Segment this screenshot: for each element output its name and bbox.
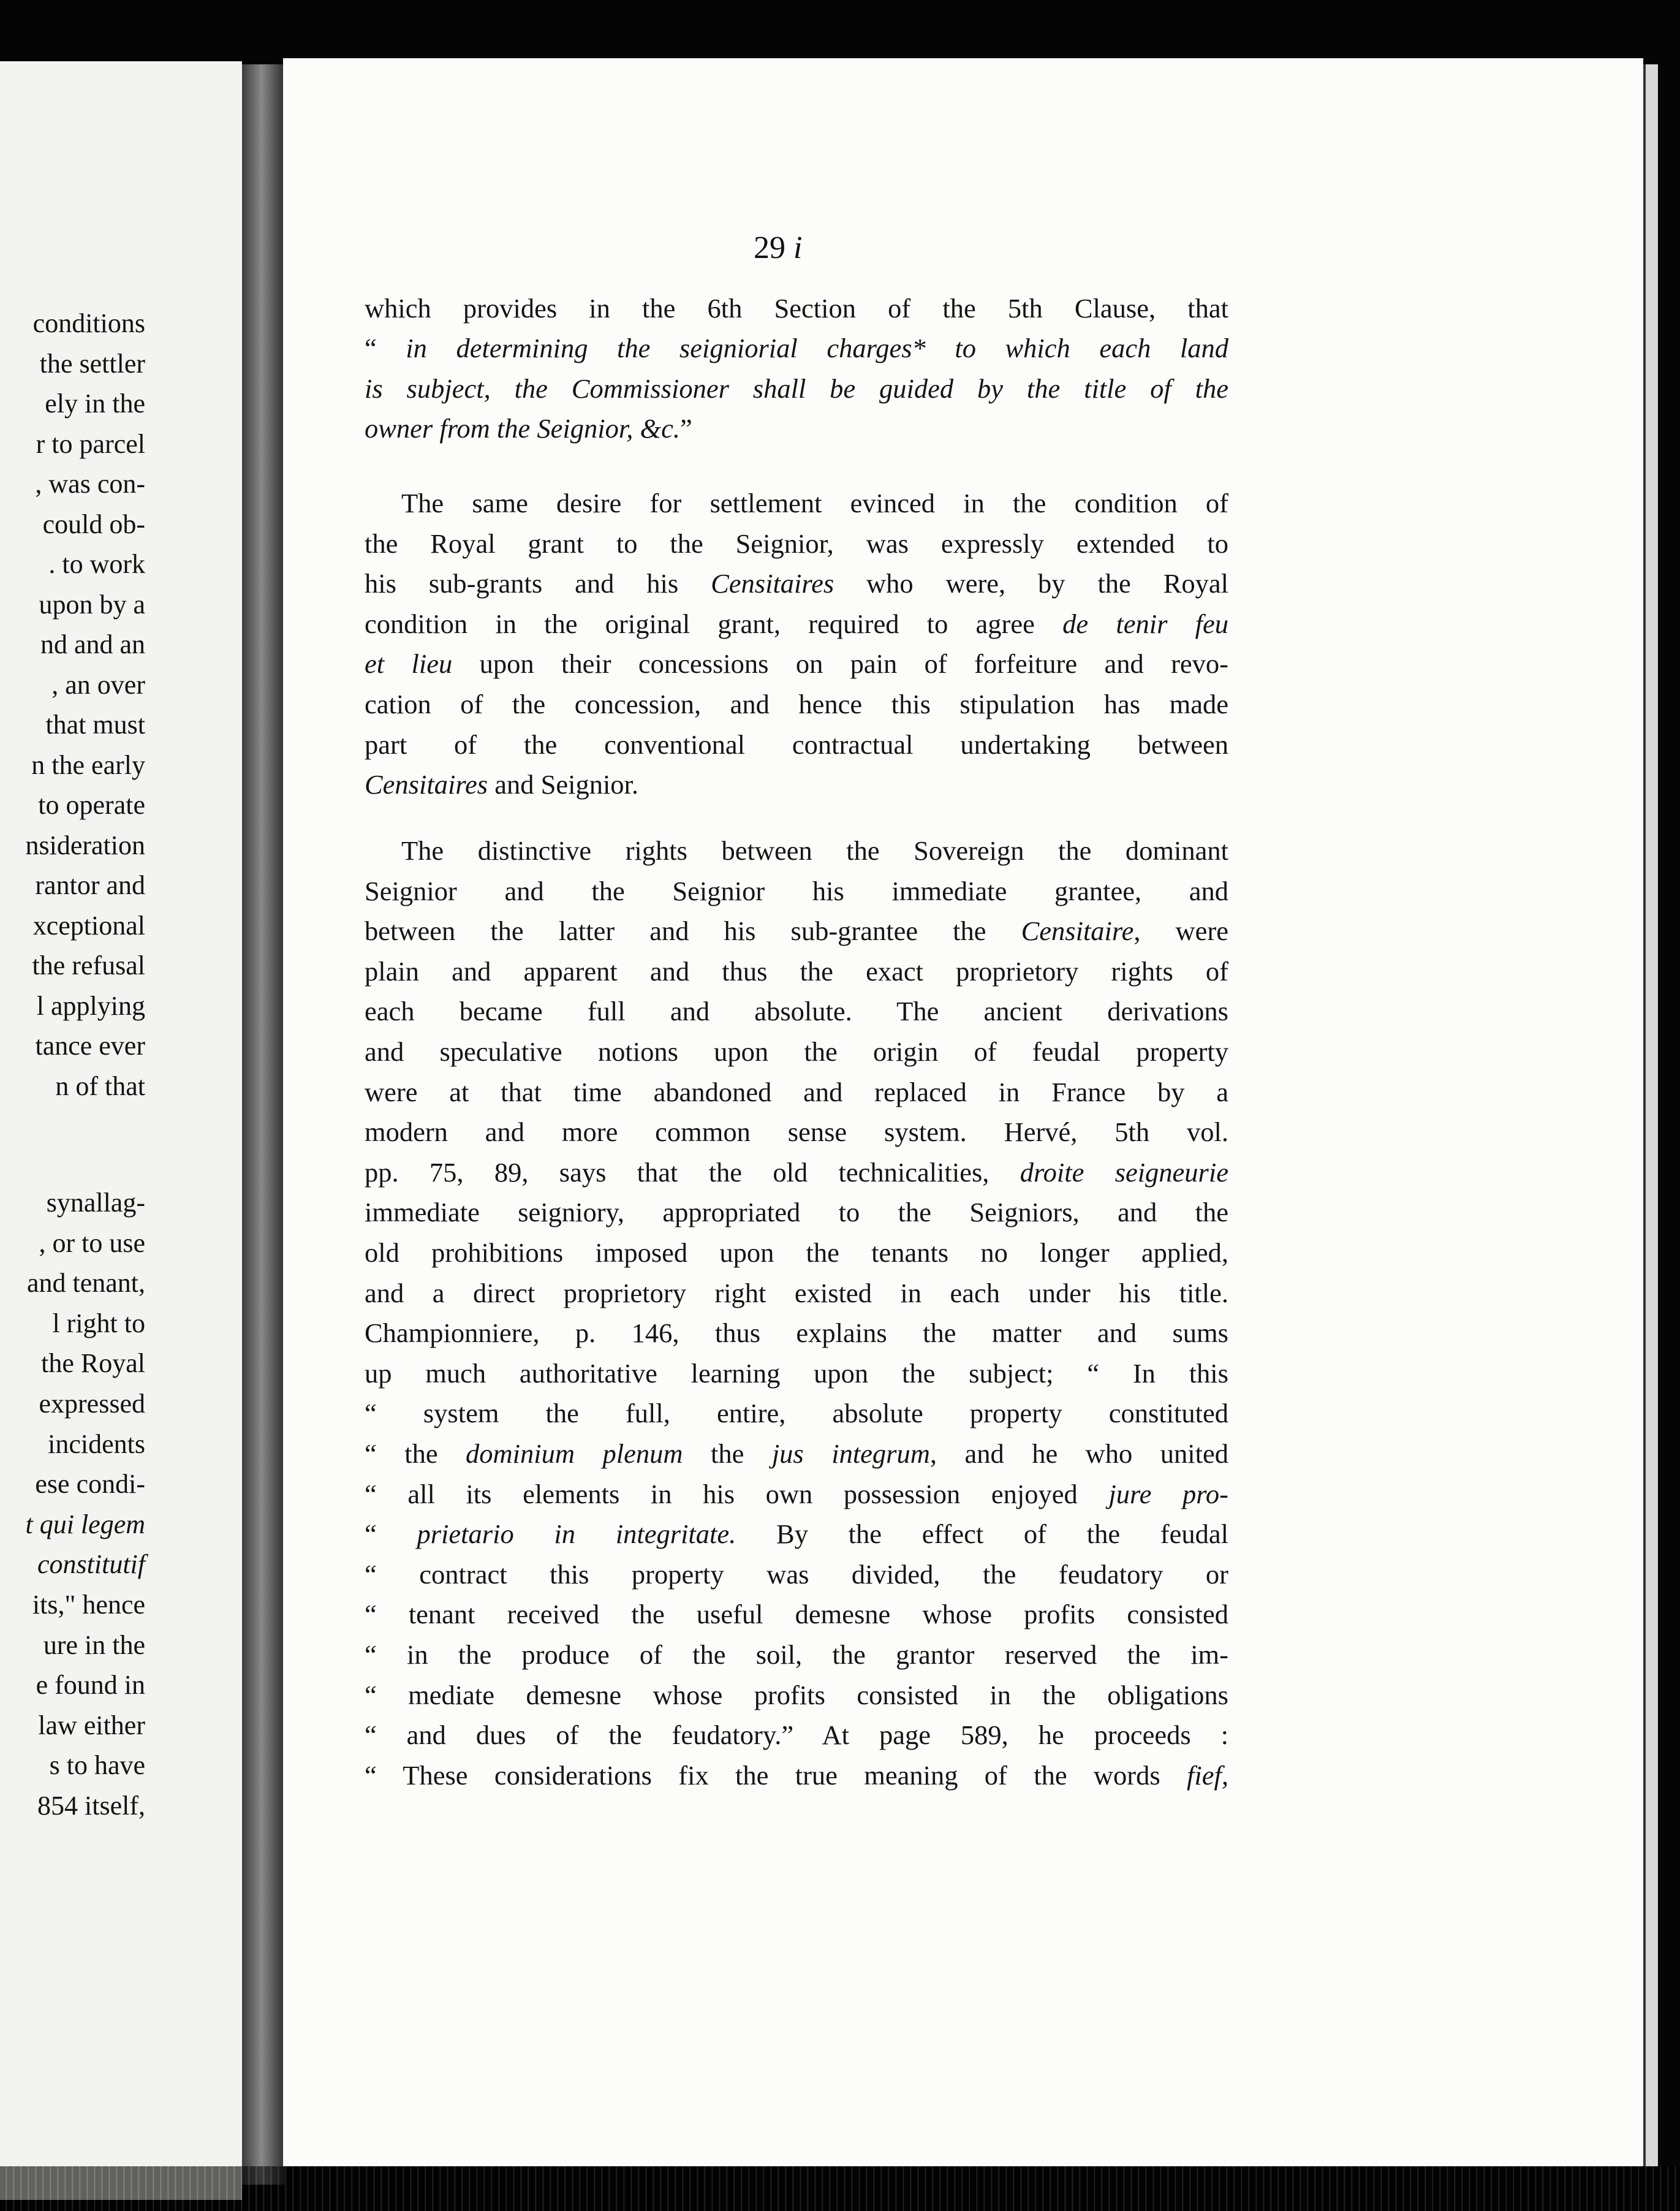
left-page-line: that must [45,710,145,740]
left-page-line: xceptional [32,910,145,941]
page-edge [1643,64,1658,2166]
page-number-value: 29 [754,230,785,265]
left-page-line: , an over [51,669,145,700]
left-page-line: 854 itself, [37,1791,145,1821]
book-gutter [242,64,285,2185]
left-page-line: t qui legem [25,1509,145,1539]
left-page-line: e found in [36,1670,145,1701]
text-line: “ system the full, entire, absolute property constituted [365,1398,1228,1429]
text-line: immediate seigniory, appropriated to the Seigniors, and the [365,1197,1228,1228]
left-page-line: nsideration [25,830,145,860]
text-line: part of the conventional contractual undertaking between [365,729,1228,760]
left-page-line: rantor and [35,870,145,900]
text-line: “ in the produce of the soil, the grantor reserved the im- [365,1639,1228,1670]
left-page-line: the settler [39,348,145,379]
text-line: old prohibitions imposed upon the tenants no longer applied, [365,1237,1228,1268]
text-line: which provides in the 6th Section of the 5th Clause, that [365,293,1228,324]
text-line: “ contract this property was divided, the feudatory or [365,1558,1228,1590]
left-page-line: l right to [52,1308,145,1338]
scan-noise [0,2166,1680,2211]
left-page-line: s to have [49,1750,145,1781]
text-line: and speculative notions upon the origin of feudal property [365,1036,1228,1067]
text-line: his sub-grants and his Censitaires who were, by the Royal [365,568,1228,599]
left-page-line: , or to use [39,1227,145,1258]
text-line: Championniere, p. 146, thus explains the matter and sums [365,1318,1228,1349]
text-line: “ These considerations fix the true meaning of the words fief, [365,1759,1228,1791]
left-page-line: . to work [48,549,145,579]
left-page-line: the refusal [32,950,145,980]
left-page-line: , was con- [35,469,145,499]
page-number [754,227,802,270]
text-line: plain and apparent and thus the exact proprietory rights of [365,955,1228,987]
text-line: cation of the concession, and hence this stipulation has made [365,689,1228,719]
text-line: up much authoritative learning upon the subject; “ In this [365,1357,1228,1389]
text-line: “ prietario in integritate. By the effect of the feudal [365,1519,1228,1550]
text-line: Censitaires and Seignior. [365,769,639,800]
text-line: owner from the Seignior, &c.” [365,412,692,444]
text-line: is subject, the Commissioner shall be guided by the title of the [365,373,1228,404]
text-line: modern and more common sense system. Hervé, 5th vol. [365,1117,1228,1148]
left-page-line: l applying [36,990,145,1021]
text-line: The distinctive rights between the Sovereign the dominant [401,835,1228,866]
left-page-line: to operate [38,790,145,820]
left-page-line: nd and an [40,629,145,659]
text-line: “ in determining the seigniorial charges* to which each land [365,333,1228,364]
text-line: “ all its elements in his own possession enjoyed jure pro- [365,1478,1228,1509]
text-line: and a direct proprietory right existed in each under his title. [365,1277,1228,1308]
text-line: pp. 75, 89, says that the old technicalities, droite seigneurie [365,1156,1228,1188]
left-page-line: n of that [55,1071,145,1101]
left-page-line: r to parcel [36,428,145,459]
text-line: The same desire for settlement evinced in the condition of [401,488,1228,518]
left-page-line: tance ever [35,1031,145,1061]
left-page-line: its," hence [32,1590,145,1620]
text-line: each became full and absolute. The ancient derivations [365,996,1228,1027]
left-page-line: could ob- [42,509,145,539]
left-page-line: ure in the [43,1629,145,1660]
left-page-line: ese condi- [35,1469,145,1500]
left-page-line: the Royal [41,1348,145,1379]
left-page-text [0,303,145,1897]
text-line: “ and dues of the feudatory.” At page 589, he proceeds : [365,1720,1228,1751]
left-page-line: incidents [48,1428,145,1459]
left-page-line: ely in the [45,389,145,419]
left-page-line: constitutif [37,1549,145,1580]
left-page-line: law either [38,1710,145,1740]
text-line: “ mediate demesne whose profits consisted in the obligations [365,1679,1228,1710]
left-page-line: synallag- [46,1188,145,1218]
text-line: “ the dominium plenum the jus integrum, and he who united [365,1438,1228,1469]
page-number-suffix: i [793,230,803,265]
text-line: were at that time abandoned and replaced in France by a [365,1076,1228,1107]
text-line: et lieu upon their concessions on pain of forfeiture and revo- [365,648,1228,680]
left-page-line: and tenant, [26,1268,145,1299]
left-page [0,61,242,2200]
text-line: condition in the original grant, required to agree de tenir feu [365,608,1228,639]
text-line: the Royal grant to the Seignior, was expressly extended to [365,528,1228,559]
left-page-line: expressed [39,1389,145,1419]
left-page-line: n the early [31,749,145,780]
text-line: “ tenant received the useful demesne whose profits consisted [365,1599,1228,1630]
text-line: Seignior and the Seignior his immediate grantee, and [365,875,1228,906]
left-page-line: conditions [32,308,145,338]
text-line: between the latter and his sub-grantee the Censitaire, were [365,916,1228,947]
left-page-line: upon by a [39,589,145,620]
